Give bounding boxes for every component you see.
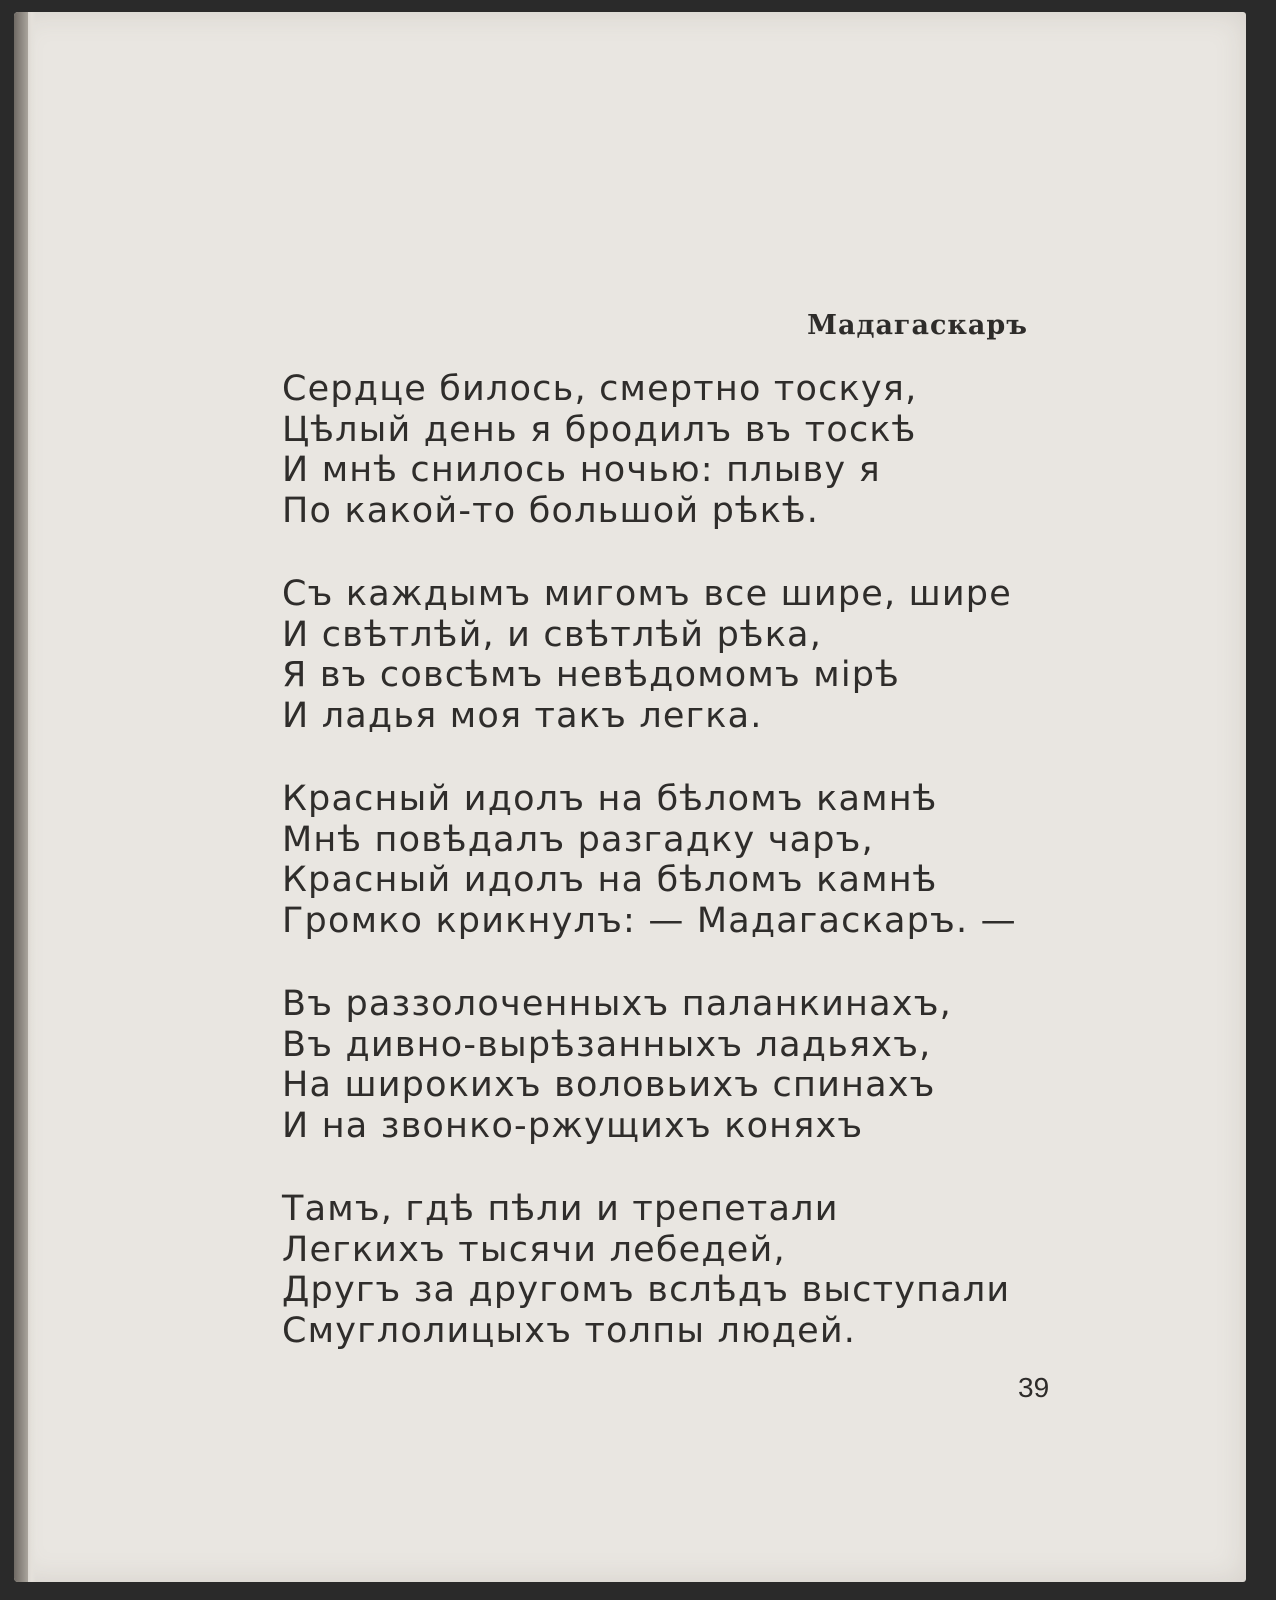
poem-line: И на звонко-ржущихъ коняхъ: [282, 1105, 864, 1146]
stanza-5: [282, 1189, 1042, 1351]
poem-line: Легкихъ тысячи лебедей,: [282, 1229, 786, 1270]
poem-line: И мнѣ снилось ночью: плыву я: [282, 450, 881, 490]
book-page: [14, 12, 1246, 1582]
poem-line: Въ дивно-вырѣзанныхъ ладьяхъ,: [282, 1024, 932, 1065]
poem-line: Сердце билось, смертно тоскуя,: [282, 369, 918, 409]
poem-line: Смуглолицыхъ толпы людей.: [282, 1310, 857, 1351]
poem-line: Громко крикнулъ: — Мадагаскаръ. —: [282, 900, 1017, 941]
stanza-2: [282, 574, 1042, 736]
poem-line: И свѣтлѣй, и свѣтлѣй рѣка,: [282, 614, 823, 655]
stanza-1: [282, 369, 1042, 531]
poem-line: Съ каждымъ мигомъ все шире, шире: [282, 574, 1012, 614]
page-number: 39: [1018, 1372, 1050, 1403]
poem-line: Тамъ, гдѣ пѣли и трепетали: [282, 1189, 839, 1229]
poem-line: По какой-то большой рѣкѣ.: [282, 490, 820, 531]
poem-line: Цѣлый день я бродилъ въ тоскѣ: [282, 409, 917, 450]
poem-line: Красный идолъ на бѣломъ камнѣ: [282, 779, 938, 819]
stanza-4: [282, 984, 1042, 1146]
poem-line: И ладья моя такъ легка.: [282, 695, 763, 736]
poem-line: Я въ совсѣмъ невѣдомомъ мірѣ: [282, 655, 900, 695]
book-binding-edge: [14, 12, 28, 1582]
poem-line: Въ раззолоченныхъ паланкинахъ,: [282, 984, 952, 1024]
poem-title: Мадагаскаръ: [807, 310, 1028, 341]
poem-line: Другъ за другомъ вслѣдъ выступали: [282, 1270, 1011, 1310]
stanza-3: [282, 779, 1042, 941]
poem-body: [282, 369, 1042, 1394]
poem-line: Мнѣ повѣдалъ разгадку чаръ,: [282, 819, 874, 860]
poem-line: Красный идолъ на бѣломъ камнѣ: [282, 860, 938, 900]
poem-line: На широкихъ воловьихъ спинахъ: [282, 1065, 936, 1105]
